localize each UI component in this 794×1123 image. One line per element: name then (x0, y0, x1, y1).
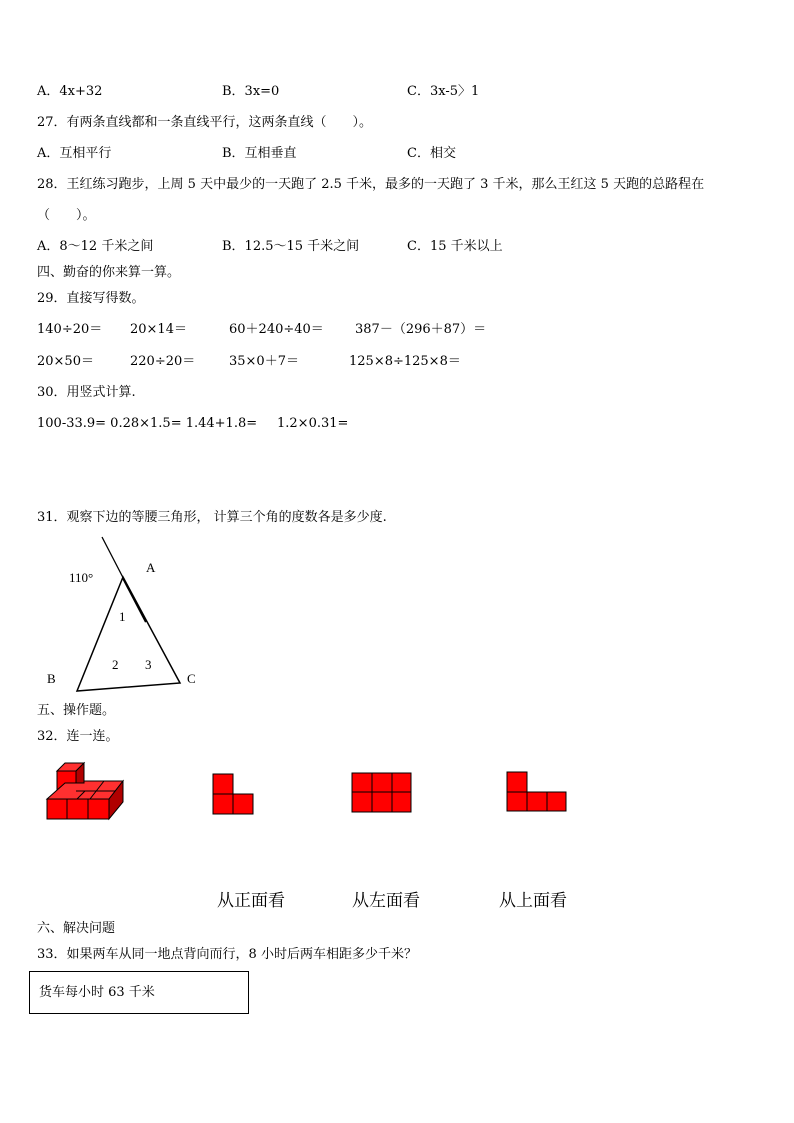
q29-r1-c2: 20×14＝ (130, 322, 187, 337)
section-6-heading: 六、解决问题 (37, 921, 116, 936)
q28-stem-line1: 28．王红练习跑步，上周 5 天中最少的一天跑了 2.5 千米，最多的一天跑了 3 千米，那么王红这 5 天跑的总路程在 (37, 177, 705, 192)
q29-r2-c3: 35×0＋7＝ (229, 354, 299, 369)
q28-option-b: B．12.5～15 千米之间 (222, 239, 360, 254)
q28-option-c: C．15 千米以上 (407, 239, 503, 254)
q29-r1-c3: 60＋240÷40＝ (229, 322, 324, 337)
q27-option-a: A．互相平行 (37, 146, 112, 161)
angle-3-label: 3 (145, 657, 152, 672)
truck-speed-box (29, 971, 249, 1014)
q26-option-c: C．3x-5〉1 (407, 84, 480, 99)
section-5-heading: 五、操作题。 (37, 703, 116, 718)
q29-r2-c4: 125×8÷125×8＝ (349, 354, 461, 369)
q28-option-a: A．8～12 千米之间 (37, 239, 154, 254)
q29-stem: 29．直接写得数。 (37, 291, 145, 306)
q28-stem-line2: （ ）。 (37, 208, 96, 223)
q27-option-c: C．相交 (407, 146, 456, 161)
q26-option-a: A．4x+32 (37, 84, 103, 99)
view-label-top: 从上面看 (499, 891, 567, 911)
q26-option-b: B．3x=0 (222, 84, 280, 99)
q30-stem: 30．用竖式计算. (37, 385, 136, 400)
vertex-b-label: B (47, 671, 56, 686)
vertex-c-label: C (187, 671, 196, 686)
q30-expressions: 100-33.9= 0.28×1.5= 1.44+1.8= (37, 416, 258, 431)
q33-stem: 33．如果两车从同一地点背向而行，8 小时后两车相距多少千米？ (37, 947, 417, 962)
q29-r1-c4: 387－（296＋87）＝ (355, 322, 487, 337)
view-label-front: 从正面看 (217, 891, 285, 911)
truck-speed-text: 货车每小时 63 千米 (39, 985, 155, 1000)
q31-stem: 31．观察下边的等腰三角形， 计算三个角的度数各是多少度. (37, 510, 387, 525)
q27-option-b: B．互相垂直 (222, 146, 297, 161)
q29-r2-c2: 220÷20＝ (130, 354, 196, 369)
exterior-angle-label: 110° (69, 570, 94, 585)
vertex-a-label: A (146, 560, 156, 575)
angle-2-label: 2 (112, 657, 119, 672)
section-4-heading: 四、勤奋的你来算一算。 (37, 265, 181, 280)
q27-stem: 27．有两条直线都和一条直线平行，这两条直线（ ）。 (37, 115, 373, 130)
q32-stem: 32．连一连。 (37, 729, 119, 744)
q30-expression-4: 1.2×0.31= (277, 416, 349, 431)
view-label-left: 从左面看 (352, 891, 420, 911)
angle-1-label: 1 (119, 609, 126, 624)
q29-r2-c1: 20×50＝ (37, 354, 94, 369)
q29-r1-c1: 140÷20＝ (37, 322, 103, 337)
